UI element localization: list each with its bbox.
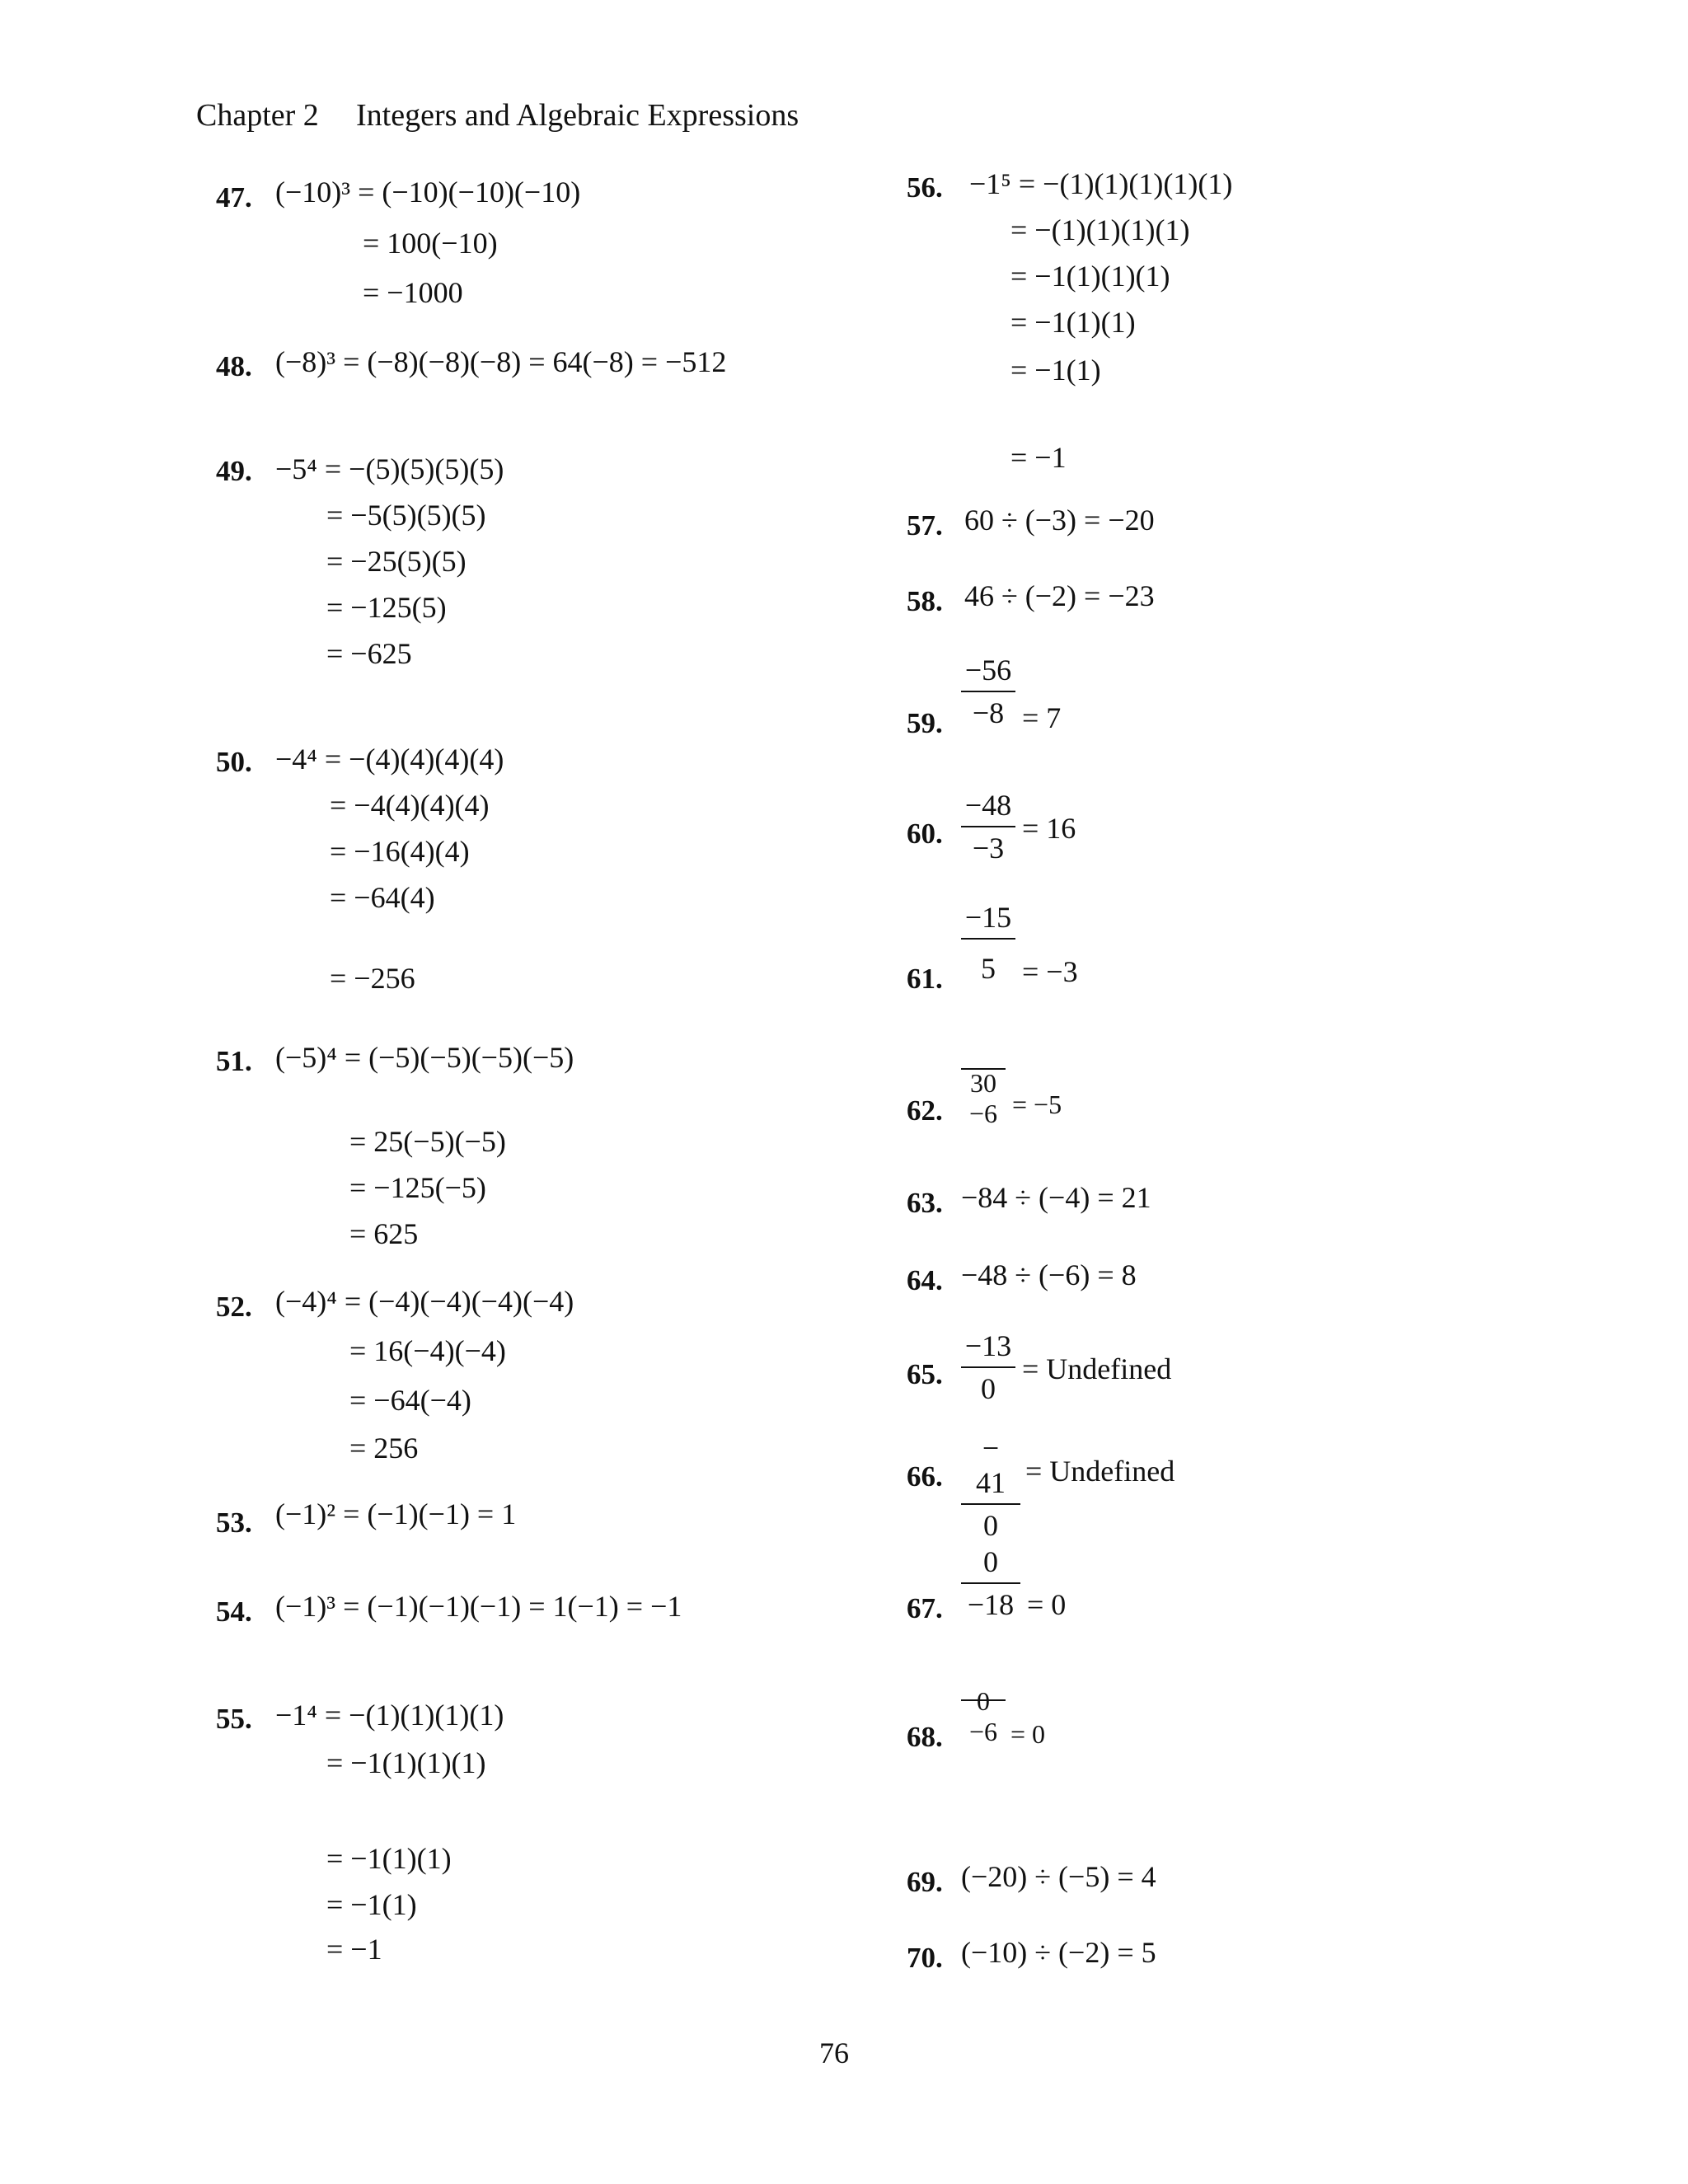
problem-51-line-4: = 625: [349, 1217, 419, 1250]
problem-number-54: 54.: [216, 1596, 252, 1628]
fraction-66-denominator: 0: [983, 1509, 998, 1542]
fraction-bar: [961, 938, 1015, 940]
fraction-bar: [961, 826, 1015, 827]
problem-number-57: 57.: [907, 509, 943, 541]
fraction-68-numerator: 0: [977, 1686, 990, 1716]
problem-56-line-4: = −1(1)(1): [1010, 306, 1136, 339]
fraction-61: [961, 900, 1015, 986]
problem-number-56: 56.: [907, 171, 943, 204]
problem-47-line-1: (−10)³ = (−10)(−10)(−10): [275, 176, 581, 209]
problem-number-66: 66.: [907, 1460, 943, 1493]
problem-48-line-1: (−8)³ = (−8)(−8)(−8) = 64(−8) = −512: [275, 345, 727, 378]
problem-53-line-1: (−1)² = (−1)(−1) = 1: [275, 1497, 517, 1530]
problem-number-58: 58.: [907, 585, 943, 617]
problem-49-line-4: = −125(5): [326, 591, 447, 624]
problem-59-result: = 7: [1022, 701, 1062, 734]
page-number: 76: [819, 2036, 849, 2069]
fraction-61-numerator: −15: [964, 901, 1012, 934]
problem-number-69: 69.: [907, 1866, 943, 1898]
problem-number-67: 67.: [907, 1592, 943, 1624]
problem-number-68: 68.: [907, 1721, 943, 1753]
problem-55-line-1: −1⁴ = −(1)(1)(1)(1): [275, 1699, 504, 1732]
problem-50-line-2: = −4(4)(4)(4): [330, 789, 490, 822]
problem-47-line-3: = −1000: [363, 276, 463, 309]
fraction-68: [961, 1686, 1006, 1747]
problem-number-50: 50.: [216, 746, 252, 778]
problem-56-line-6: = −1: [1010, 441, 1067, 474]
problem-56-line-2: = −(1)(1)(1)(1): [1010, 213, 1190, 246]
problem-65-result: = Undefined: [1022, 1352, 1172, 1385]
fraction-67: [961, 1544, 1020, 1622]
problem-58-line-1: 46 ÷ (−2) = −23: [964, 579, 1155, 612]
fraction-66-numerator: − 41: [976, 1432, 1006, 1499]
problem-49-line-5: = −625: [326, 637, 412, 670]
problem-60-result: = 16: [1022, 812, 1076, 845]
fraction-65: [961, 1329, 1015, 1406]
fraction-bar: [961, 691, 1015, 692]
problem-50-line-5: = −256: [330, 962, 415, 995]
problem-55-line-2: = −1(1)(1)(1): [326, 1746, 486, 1779]
fraction-66: [961, 1431, 1020, 1543]
problem-55-line-4: = −1(1): [326, 1888, 417, 1921]
problem-number-60: 60.: [907, 818, 943, 850]
problem-52-line-2: = 16(−4)(−4): [349, 1334, 506, 1367]
problem-49-line-3: = −25(5)(5): [326, 545, 467, 578]
problem-64-line-1: −48 ÷ (−6) = 8: [961, 1258, 1137, 1291]
problem-number-47: 47.: [216, 181, 252, 213]
fraction-bar: [961, 1503, 1020, 1505]
problem-52-line-3: = −64(−4): [349, 1384, 471, 1417]
problem-55-line-5: = −1: [326, 1933, 382, 1966]
problem-66-result: = Undefined: [1025, 1455, 1175, 1488]
problem-number-49: 49.: [216, 455, 252, 487]
problem-number-63: 63.: [907, 1187, 943, 1219]
fraction-62: [961, 1068, 1006, 1129]
problem-50-line-4: = −64(4): [330, 881, 435, 914]
fraction-60-denominator: −3: [972, 832, 1005, 865]
problem-number-59: 59.: [907, 707, 943, 739]
problem-number-62: 62.: [907, 1094, 943, 1127]
fraction-62-denominator: −6: [968, 1099, 998, 1128]
fraction-67-numerator: 0: [983, 1545, 998, 1578]
fraction-60: [961, 788, 1015, 865]
problem-57-line-1: 60 ÷ (−3) = −20: [964, 504, 1155, 537]
problem-number-70: 70.: [907, 1942, 943, 1974]
problem-52-line-1: (−4)⁴ = (−4)(−4)(−4)(−4): [275, 1285, 574, 1318]
problem-number-64: 64.: [907, 1264, 943, 1296]
problem-51-line-1: (−5)⁴ = (−5)(−5)(−5)(−5): [275, 1041, 574, 1074]
fraction-60-numerator: −48: [964, 789, 1012, 822]
problem-number-55: 55.: [216, 1703, 252, 1735]
fraction-65-denominator: 0: [981, 1372, 996, 1405]
problem-number-51: 51.: [216, 1045, 252, 1077]
fraction-59-denominator: −8: [972, 696, 1005, 729]
problem-69-line-1: (−20) ÷ (−5) = 4: [961, 1860, 1156, 1893]
problem-63-line-1: −84 ÷ (−4) = 21: [961, 1181, 1151, 1214]
problem-50-line-3: = −16(4)(4): [330, 835, 470, 868]
problem-51-line-3: = −125(−5): [349, 1171, 486, 1204]
problem-62-result: = −5: [1012, 1090, 1062, 1119]
fraction-59-numerator: −56: [964, 654, 1012, 687]
chapter-title: Integers and Algebraic Expressions: [356, 98, 799, 133]
fraction-68-denominator: −6: [968, 1717, 998, 1746]
problem-56-line-3: = −1(1)(1)(1): [1010, 260, 1170, 293]
fraction-59: [961, 653, 1015, 730]
problem-51-line-2: = 25(−5)(−5): [349, 1125, 506, 1158]
problem-number-53: 53.: [216, 1507, 252, 1539]
problem-67-result: = 0: [1027, 1588, 1067, 1621]
problem-54-line-1: (−1)³ = (−1)(−1)(−1) = 1(−1) = −1: [275, 1590, 682, 1623]
chapter-label: Chapter 2: [196, 98, 319, 133]
fraction-62-numerator: 30: [970, 1068, 996, 1098]
problem-56-line-1: −1⁵ = −(1)(1)(1)(1)(1): [969, 167, 1233, 200]
problem-number-65: 65.: [907, 1358, 943, 1390]
problem-52-line-4: = 256: [349, 1432, 419, 1465]
problem-50-line-1: −4⁴ = −(4)(4)(4)(4): [275, 743, 504, 776]
problem-56-line-5: = −1(1): [1010, 354, 1101, 387]
problem-number-61: 61.: [907, 963, 943, 995]
problem-61-result: = −3: [1022, 955, 1078, 988]
problem-49-line-1: −5⁴ = −(5)(5)(5)(5): [275, 452, 504, 485]
fraction-61-denominator: 5: [981, 952, 996, 985]
fraction-65-numerator: −13: [964, 1329, 1012, 1362]
problem-70-line-1: (−10) ÷ (−2) = 5: [961, 1936, 1156, 1969]
problem-49-line-2: = −5(5)(5)(5): [326, 499, 486, 532]
problem-55-line-3: = −1(1)(1): [326, 1842, 452, 1875]
fraction-bar: [961, 1366, 1015, 1368]
problem-number-52: 52.: [216, 1291, 252, 1323]
fraction-bar: [961, 1582, 1020, 1584]
problem-68-result: = 0: [1010, 1719, 1046, 1749]
problem-47-line-2: = 100(−10): [363, 227, 498, 260]
fraction-67-denominator: −18: [967, 1588, 1015, 1621]
problem-number-48: 48.: [216, 350, 252, 382]
